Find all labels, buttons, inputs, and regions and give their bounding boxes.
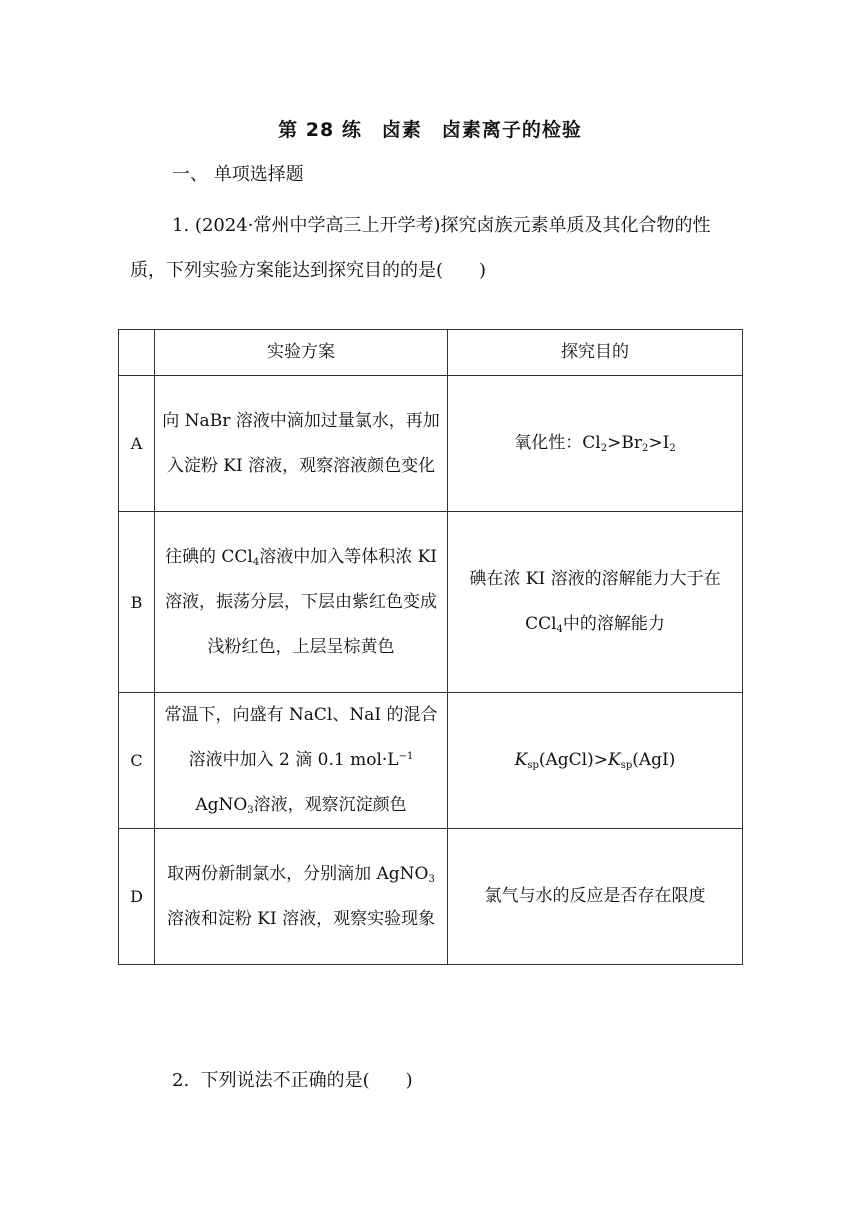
scheme-cell [155, 693, 448, 829]
purpose-text: (AgI) [632, 750, 676, 770]
option-label: C [119, 693, 155, 829]
ksp-symbol: K [514, 750, 528, 770]
subscript: 3 [428, 873, 435, 885]
scheme-text: 溶液，观察沉淀颜色 [253, 795, 407, 815]
header-scheme: 实验方案 [155, 330, 448, 376]
scheme-text: 溶液和淀粉 KI 溶液，观察实验现象 [166, 908, 436, 929]
page-title: 第 28 练 卤素 卤素离子的检验 [278, 119, 582, 141]
subscript: 3 [247, 805, 254, 816]
scheme-cell: 向 NaBr 溶液中滴加过量氯水，再加入淀粉 KI 溶液，观察溶液颜色变化 [155, 376, 448, 512]
subscript: 2 [600, 443, 608, 454]
experiment-table [118, 329, 743, 965]
subscript: sp [527, 760, 539, 771]
purpose-cell [448, 693, 743, 829]
purpose-cell [448, 512, 743, 693]
question-2-text: 下列说法不正确的是( ) [200, 1070, 413, 1091]
purpose-text: >Br [607, 433, 642, 453]
table-row [119, 693, 743, 829]
table-row [119, 829, 743, 965]
superscript: −1 [398, 751, 414, 762]
option-label: A [119, 376, 155, 512]
purpose-text: (AgCl)> [538, 750, 608, 770]
purpose-cell [448, 376, 743, 512]
subscript: 4 [252, 556, 260, 568]
question-2 [172, 1066, 413, 1092]
question-2-number: 2. [172, 1070, 190, 1091]
purpose-text: 氧化性：Cl [514, 433, 601, 453]
ksp-symbol: K [607, 750, 621, 770]
scheme-text: 往碘的 CCl [164, 546, 253, 567]
table-header-row [119, 330, 743, 376]
table-row [119, 376, 743, 512]
question-1-number: 1. [172, 215, 190, 236]
scheme-text: 常温下，向盛有 NaCl、NaI 的混合溶液中加入 2 滴 0.1 mol·L [164, 705, 438, 770]
question-1-text: (2024·常州中学高三上开学考)探究卤族元素单质及其化合物的性质，下列实验方案能达到探究目的的是( ) [130, 215, 711, 281]
purpose-text: >I [648, 433, 670, 453]
question-1 [130, 203, 742, 293]
scheme-text: 取两份新制氯水，分别滴加 AgNO [167, 863, 429, 884]
scheme-cell [155, 512, 448, 693]
purpose-text: 碘在浓 KI 溶液的溶解能力大于在 CCl [469, 569, 721, 634]
subscript: 2 [641, 443, 649, 454]
scheme-text: AgNO [195, 795, 248, 815]
section-heading: 一、 单项选择题 [172, 164, 304, 185]
purpose-cell: 氯气与水的反应是否存在限度 [448, 829, 743, 965]
scheme-cell [155, 829, 448, 965]
subscript: sp [620, 760, 633, 771]
purpose-text: 中的溶解能力 [562, 614, 665, 634]
subscript: 2 [669, 443, 676, 454]
option-label: B [119, 512, 155, 693]
subscript: 4 [556, 624, 563, 635]
scheme-text: 溶液中加入等体积浓 KI 溶液，振荡分层，下层由紫红色变成浅粉红色，上层呈棕黄色 [165, 546, 438, 657]
header-purpose: 探究目的 [448, 330, 743, 376]
header-empty-cell [119, 330, 155, 376]
option-label: D [119, 829, 155, 965]
table-row [119, 512, 743, 693]
